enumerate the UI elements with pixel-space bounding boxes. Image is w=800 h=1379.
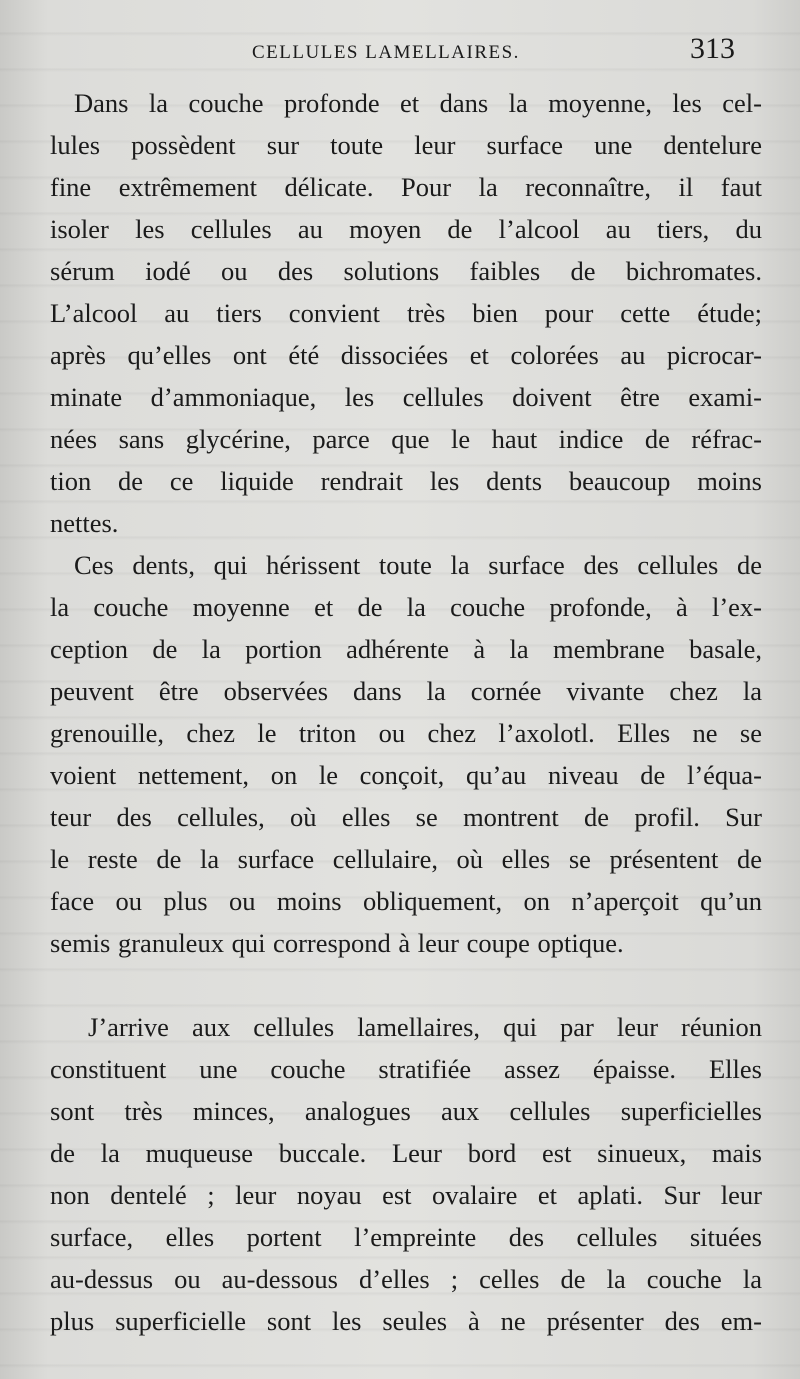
- text-line: après qu’elles ont été dissociées et colorées au picrocar-: [50, 340, 762, 370]
- text-line: face ou plus ou moins obliquement, on n’aperçoit qu’un: [50, 886, 762, 916]
- paragraph-2: [50, 544, 762, 964]
- paragraph-1: [50, 82, 762, 544]
- text-line: lules possèdent sur toute leur surface une dentelure: [50, 130, 762, 160]
- text-line: de la muqueuse buccale. Leur bord est sinueux, mais: [50, 1138, 762, 1168]
- text-line: nées sans glycérine, parce que le haut indice de réfrac-: [50, 424, 762, 454]
- text-line: peuvent être observées dans la cornée vivante chez la: [50, 676, 762, 706]
- text-line: isoler les cellules au moyen de l’alcool au tiers, du: [50, 214, 762, 244]
- text-line: Dans la couche profonde et dans la moyenne, les cel-: [74, 88, 762, 118]
- text-line: minate d’ammoniaque, les cellules doivent être exami-: [50, 382, 762, 412]
- text-line: plus superficielle sont les seules à ne présenter des em-: [50, 1306, 762, 1336]
- text-line: voient nettement, on le conçoit, qu’au niveau de l’équa-: [50, 760, 762, 790]
- paragraph-3: [50, 1006, 762, 1342]
- text-line: nettes.: [50, 508, 119, 538]
- text-line: teur des cellules, où elles se montrent de profil. Sur: [50, 802, 762, 832]
- text-line: ception de la portion adhérente à la membrane basale,: [50, 634, 762, 664]
- text-line: sont très minces, analogues aux cellules superficielles: [50, 1096, 762, 1126]
- text-line: tion de ce liquide rendrait les dents beaucoup moins: [50, 466, 762, 496]
- text-line: Ces dents, qui hérissent toute la surface des cellules de: [74, 550, 762, 580]
- text-line: grenouille, chez le triton ou chez l’axolotl. Elles ne se: [50, 718, 762, 748]
- text-line: semis granuleux qui correspond à leur coupe optique.: [50, 928, 624, 958]
- text-line: sérum iodé ou des solutions faibles de bichromates.: [50, 256, 762, 286]
- text-line: non dentelé ; leur noyau est ovalaire et aplati. Sur leur: [50, 1180, 762, 1210]
- running-head: [0, 30, 800, 70]
- text-line: J’arrive aux cellules lamellaires, qui par leur réunion: [88, 1012, 762, 1042]
- page-number: 313: [690, 32, 735, 65]
- text-line: constituent une couche stratifiée assez épaisse. Elles: [50, 1054, 762, 1084]
- running-head-title: CELLULES LAMELLAIRES.: [252, 42, 520, 63]
- text-line: au-dessus ou au-dessous d’elles ; celles de la couche la: [50, 1264, 762, 1294]
- text-line: le reste de la surface cellulaire, où elles se présentent de: [50, 844, 762, 874]
- text-line: surface, elles portent l’empreinte des cellules situées: [50, 1222, 762, 1252]
- text-line: L’alcool au tiers convient très bien pour cette étude;: [50, 298, 762, 328]
- text-line: fine extrêmement délicate. Pour la reconnaître, il faut: [50, 172, 762, 202]
- text-line: la couche moyenne et de la couche profonde, à l’ex-: [50, 592, 762, 622]
